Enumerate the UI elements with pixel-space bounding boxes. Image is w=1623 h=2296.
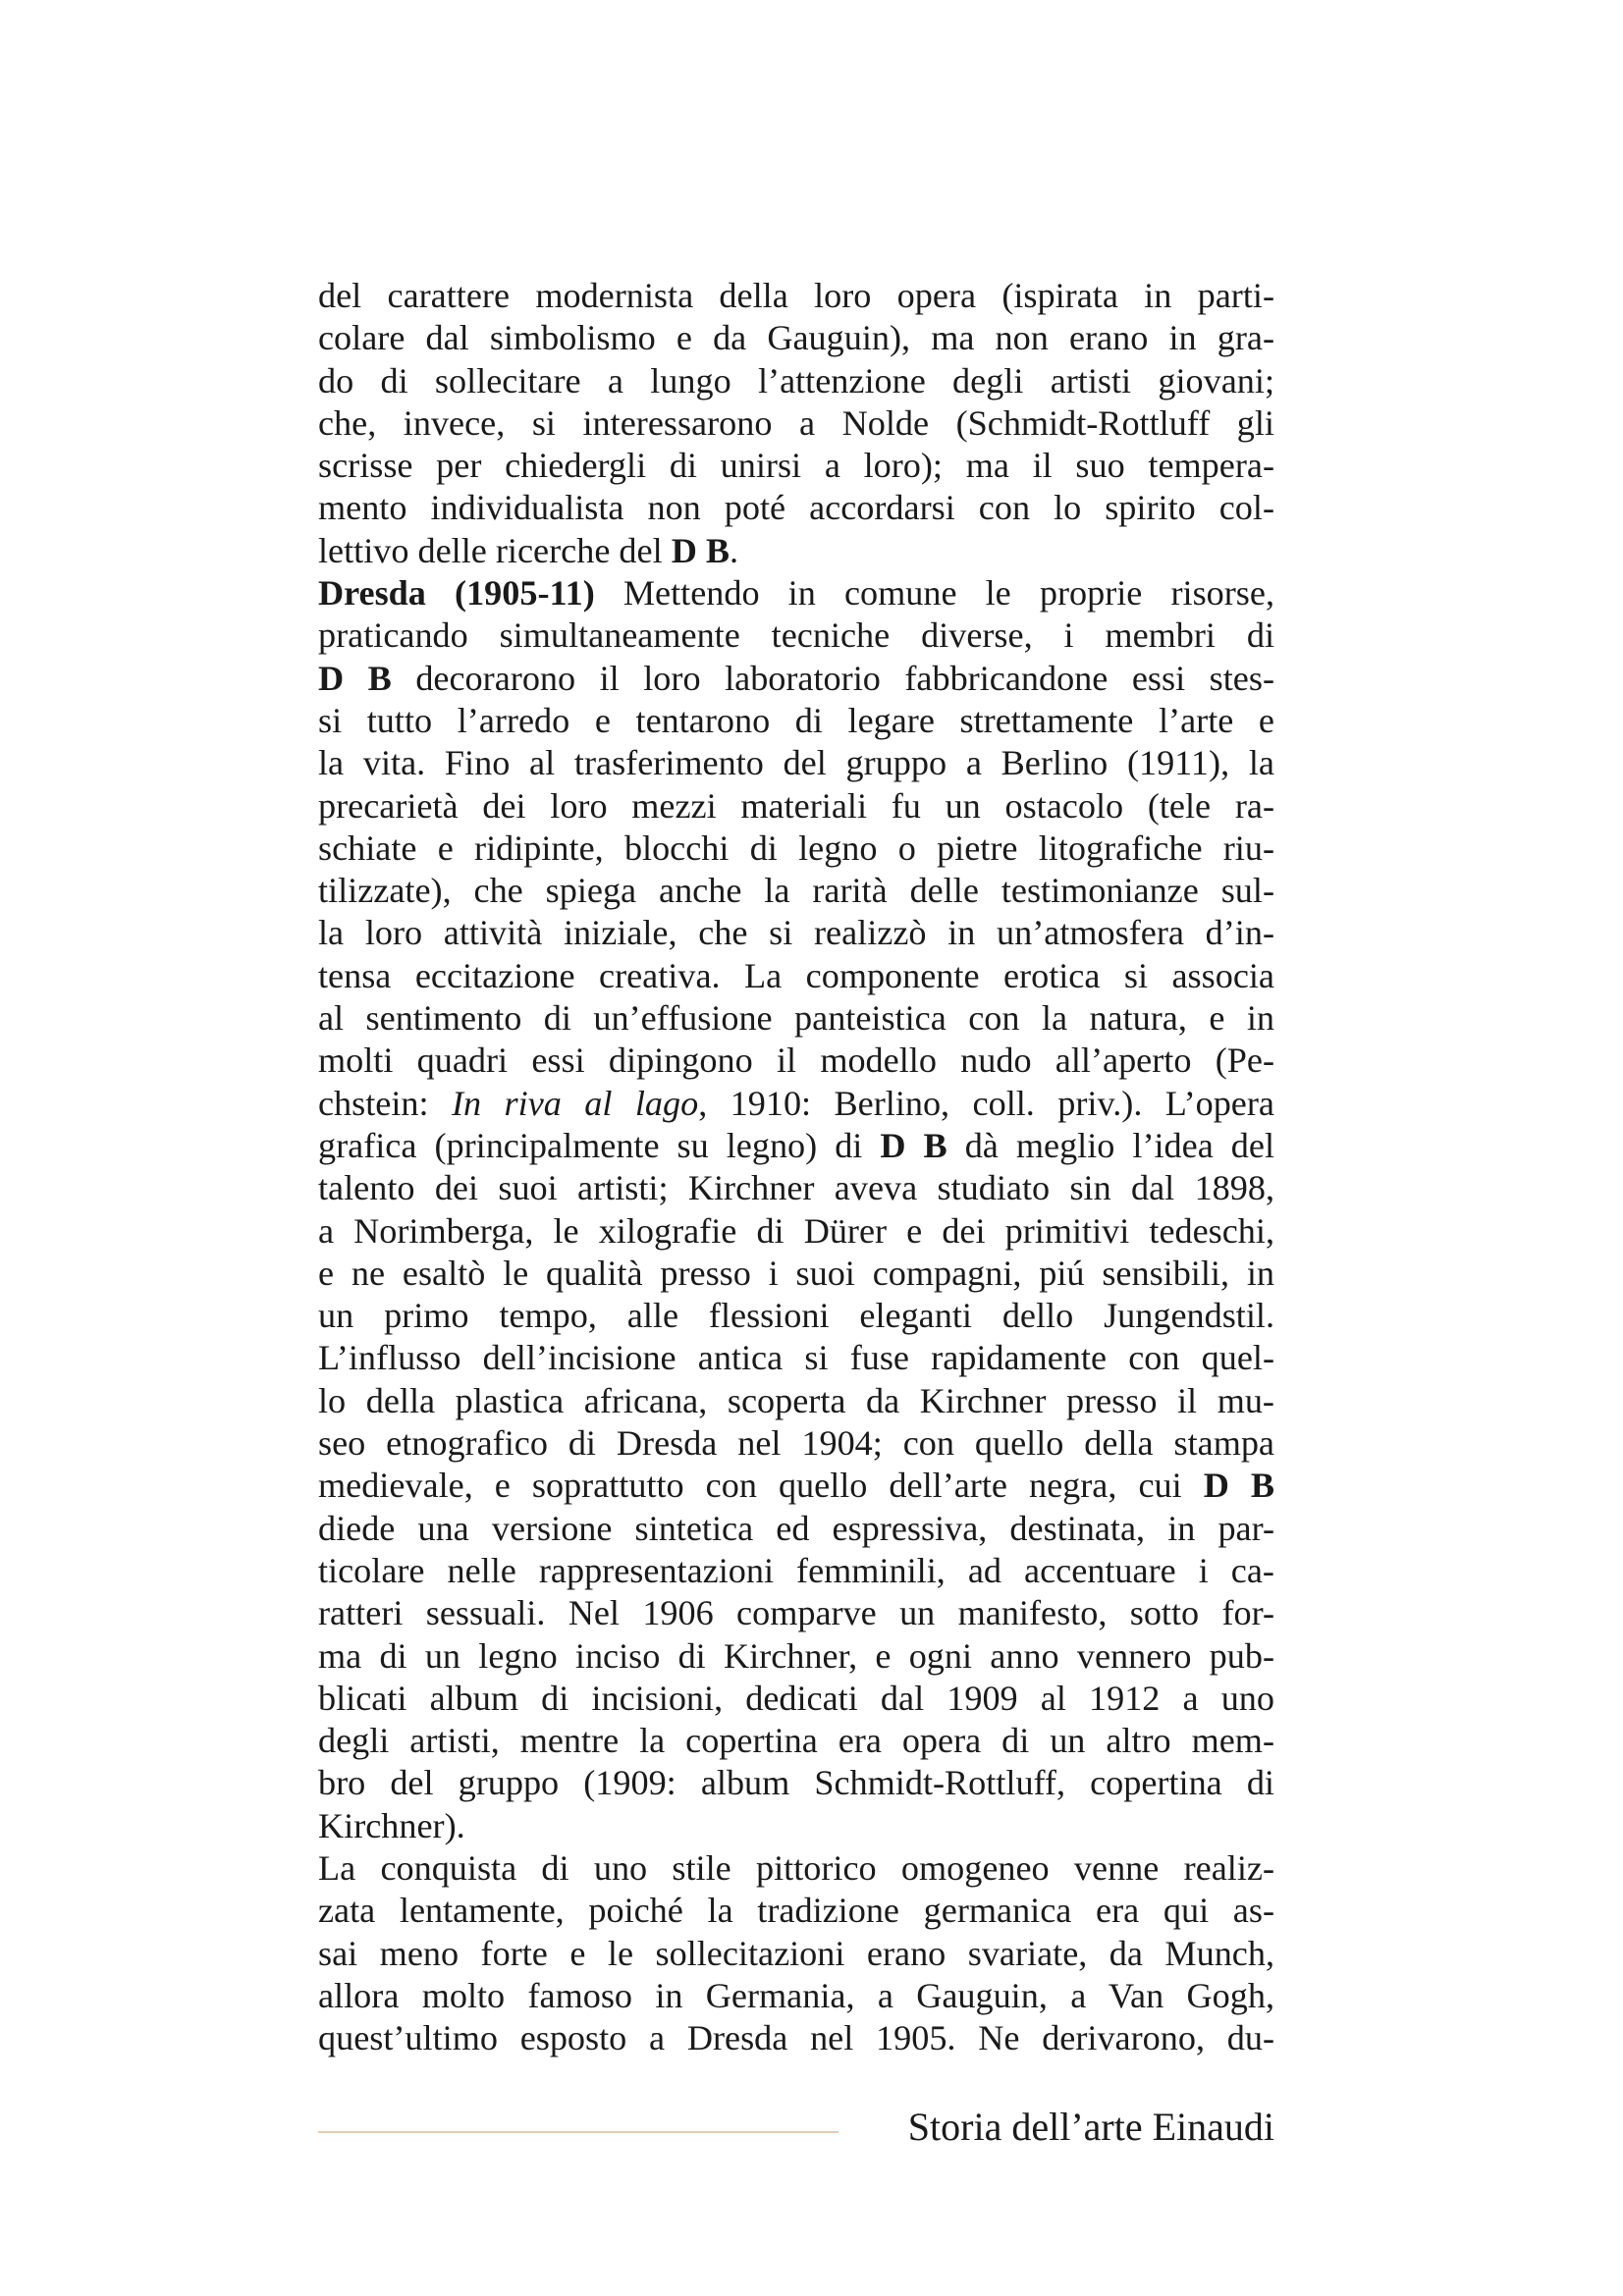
- text-line: tensa eccitazione creativa. La componente erotica si associa: [318, 955, 1274, 995]
- text-line: e ne esaltò le qualità presso i suoi compagni, piú sensibili, in: [318, 1253, 1274, 1293]
- text-line: un primo tempo, alle flessioni eleganti dello Jungendstil.: [318, 1296, 1274, 1336]
- text-line: al sentimento di un’effusione panteistica con la natura, e in: [318, 998, 1274, 1039]
- footer-divider: [318, 2131, 839, 2133]
- text-line: do di sollecitare a lungo l’attenzione degli artisti giovani;: [318, 360, 1274, 400]
- text-line: precarietà dei loro mezzi materiali fu un ostacolo (tele ra-: [318, 785, 1274, 826]
- text-line: [318, 1125, 1274, 1167]
- text-line: Kirchner).: [318, 1805, 465, 1845]
- section-heading: Dresda (1905-11): [318, 573, 595, 614]
- text-run: medievale, e soprattutto con quello dell’arte negra, cui: [318, 1466, 1204, 1506]
- text-line: allora molto famoso in Germania, a Gauguin, a Van Gogh,: [318, 1975, 1274, 2015]
- text-line: L’influsso dell’incisione antica si fuse rapidamente con quel-: [318, 1338, 1274, 1378]
- text-line: mento individualista non poté accordarsi con lo spirito col-: [318, 488, 1274, 528]
- db-abbreviation: D B: [1203, 1466, 1274, 1506]
- text-line: che, invece, si interessarono a Nolde (Schmidt-Rottluff gli: [318, 402, 1274, 443]
- page-body: [318, 275, 1274, 2059]
- text-line: degli artisti, mentre la copertina era opera di un altro mem-: [318, 1721, 1274, 1761]
- text-line: La conquista di uno stile pittorico omogeneo venne realiz-: [318, 1847, 1274, 1888]
- text-line: [318, 1083, 1274, 1125]
- text-run: dà meglio l’idea del: [947, 1125, 1275, 1165]
- db-abbreviation: D B: [880, 1125, 947, 1165]
- text-line: la loro attività iniziale, che si realizzò in un’atmosfera d’in-: [318, 913, 1274, 953]
- text-line: [318, 572, 1274, 614]
- text-line: diede una versione sintetica ed espressiva, destinata, in par-: [318, 1508, 1274, 1548]
- text-run: .: [730, 530, 739, 570]
- text-run: chstein:: [318, 1083, 452, 1123]
- text-line: praticando simultaneamente tecniche diverse, i membri di: [318, 615, 1274, 656]
- text-line: si tutto l’arredo e tentarono di legare strettamente l’arte e: [318, 700, 1274, 740]
- text-line: lo della plastica africana, scoperta da Kirchner presso il mu-: [318, 1380, 1274, 1420]
- text-line: quest’ultimo esposto a Dresda nel 1905. Ne derivarono, du-: [318, 2018, 1274, 2058]
- text-run: decorarono il loro laboratorio fabbricandone essi stes-: [391, 658, 1274, 698]
- text-line: [318, 530, 1274, 572]
- text-run: Mettendo in comune le proprie risorse,: [594, 573, 1275, 614]
- text-line: talento dei suoi artisti; Kirchner aveva studiato sin dal 1898,: [318, 1168, 1274, 1208]
- text-line: sai meno forte e le sollecitazioni erano svariate, da Munch,: [318, 1933, 1274, 1973]
- paragraph-2: [318, 572, 1274, 1847]
- db-abbreviation: D B: [318, 658, 392, 698]
- text-run: , 1910: Berlino, coll. priv.). L’opera: [698, 1083, 1274, 1123]
- paragraph-1: [318, 275, 1274, 572]
- text-line: bro del gruppo (1909: album Schmidt-Rottluff, copertina di: [318, 1763, 1274, 1803]
- text-line: [318, 658, 1274, 700]
- artwork-title: In riva al lago: [451, 1083, 699, 1123]
- text-line: blicati album di incisioni, dedicati dal 1909 al 1912 a uno: [318, 1678, 1274, 1718]
- text-run: grafica (principalmente su legno) di: [318, 1125, 881, 1165]
- db-abbreviation: D B: [671, 530, 730, 570]
- text-line: molti quadri essi dipingono il modello nudo all’aperto (Pe-: [318, 1041, 1274, 1081]
- text-line: schiate e ridipinte, blocchi di legno o pietre litografiche riu-: [318, 828, 1274, 868]
- text-line: la vita. Fino al trasferimento del gruppo a Berlino (1911), la: [318, 743, 1274, 783]
- text-line: ticolare nelle rappresentazioni femminili, ad accentuare i ca-: [318, 1550, 1274, 1590]
- text-line: a Norimberga, le xilografie di Dürer e dei primitivi tedeschi,: [318, 1210, 1274, 1251]
- text-line: ratteri sessuali. Nel 1906 comparve un manifesto, sotto for-: [318, 1593, 1274, 1633]
- text-run: lettivo delle ricerche del: [318, 530, 672, 570]
- footer-publisher-title: Storia dell’arte Einaudi: [907, 2105, 1274, 2149]
- text-line: zata lentamente, poiché la tradizione germanica era qui as-: [318, 1891, 1274, 1931]
- text-line: tilizzate), che spiega anche la rarità delle testimonianze sul-: [318, 871, 1274, 911]
- text-line: colare dal simbolismo e da Gauguin), ma non erano in gra-: [318, 318, 1274, 358]
- text-line: [318, 1465, 1274, 1507]
- text-line: ma di un legno inciso di Kirchner, e ogni anno vennero pub-: [318, 1635, 1274, 1676]
- text-line: scrisse per chiedergli di unirsi a loro); ma il suo tempera-: [318, 446, 1274, 486]
- paragraph-3: [318, 1847, 1274, 2059]
- text-line: seo etnografico di Dresda nel 1904; con quello della stampa: [318, 1423, 1274, 1464]
- text-line: del carattere modernista della loro opera (ispirata in parti-: [318, 276, 1274, 315]
